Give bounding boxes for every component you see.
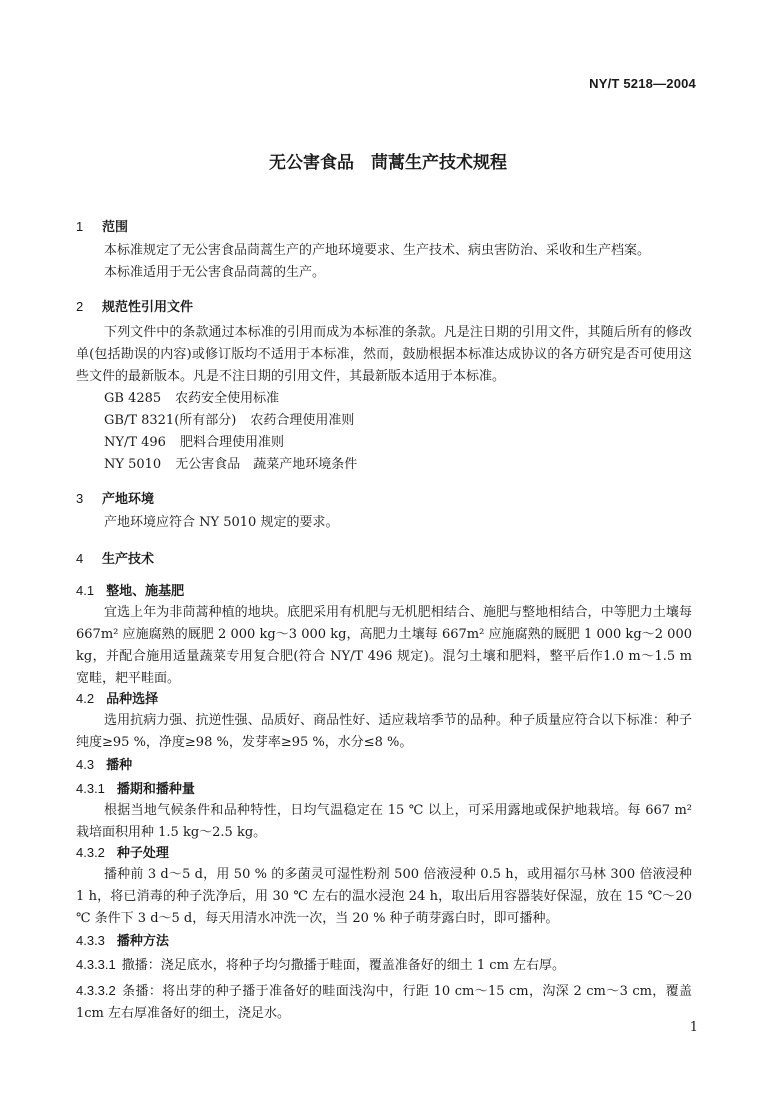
section-number: 4.2 bbox=[76, 691, 95, 706]
section-title: 播期和播种量 bbox=[116, 782, 195, 797]
reference-code: GB/T 8321(所有部分) bbox=[104, 413, 237, 428]
section-4-heading bbox=[76, 548, 154, 567]
section-4-3-3-heading bbox=[76, 930, 169, 949]
section-4-2-para: 选用抗病力强、抗逆性强、品质好、商品性好、适应栽培季节的品种。种子质量应符合以下标准：种子纯度≥95 %，净度≥98 %，发芽率≥95 %，水分≤8 %。 bbox=[76, 713, 692, 750]
section-title: 播种 bbox=[106, 758, 133, 773]
section-4-3-3-1-item bbox=[76, 954, 692, 977]
section-4-1-para: 宜选上年为非茼蒿种植的地块。底肥采用有机肥与无机肥相结合、施肥与整地相结合，中等肥力土壤每667m² 应施腐熟的厩肥 2 000 kg～3 000 kg，高肥力土壤每 667m² 应施腐熟的厩肥 1 000 kg～2 000 kg，并配合施用适量蔬菜专用复合肥(符合 NY/T 496 规定)。混匀土壤和肥料，整平后作1.0 m～1.5 m 宽畦，耙平畦面。 bbox=[76, 605, 692, 686]
item-text: 条播：将出芽的种子播于准备好的畦面浅沟中，行距 10 cm～15 cm，沟深 2 cm～3 cm，覆盖1cm 左右厚准备好的细土，浇足水。 bbox=[76, 984, 692, 1021]
section-4-3-1-heading bbox=[76, 778, 195, 797]
section-number: 4.3 bbox=[76, 757, 95, 772]
reference-code: NY/T 496 bbox=[104, 435, 166, 450]
section-number: 4 bbox=[76, 551, 84, 566]
item-number: 4.3.3.2 bbox=[76, 983, 116, 998]
section-1-para-1: 本标准规定了无公害食品茼蒿生产的产地环境要求、生产技术、病虫害防治、采收和生产档案。 bbox=[104, 243, 651, 258]
section-2-heading bbox=[76, 296, 193, 315]
section-title: 品种选择 bbox=[106, 692, 159, 707]
reference-code: GB 4285 bbox=[104, 391, 162, 406]
reference-item bbox=[104, 432, 284, 454]
section-title: 生产技术 bbox=[102, 552, 155, 567]
section-title: 产地环境 bbox=[102, 492, 155, 507]
reference-name: 肥料合理使用准则 bbox=[179, 435, 284, 450]
reference-item bbox=[104, 454, 357, 476]
section-1-heading bbox=[76, 216, 128, 235]
reference-item bbox=[104, 388, 279, 410]
section-title: 范围 bbox=[102, 220, 129, 235]
reference-name: 农药合理使用准则 bbox=[250, 413, 355, 428]
section-4-3-2-heading bbox=[76, 842, 169, 861]
section-3-para: 产地环境应符合 NY 5010 规定的要求。 bbox=[104, 515, 339, 530]
document-title: 无公害食品 茼蒿生产技术规程 bbox=[269, 153, 507, 173]
section-number: 4.3.3 bbox=[76, 933, 105, 948]
section-number: 1 bbox=[76, 219, 84, 234]
section-4-3-2-para: 播种前 3 d～5 d，用 50 % 的多菌灵可湿性粉剂 500 倍液浸种 0.5 h，或用福尔马林 300 倍液浸种 1 h，将已消毒的种子洗净后，用 30 ℃ 左右的温水浸泡 24 h，取出后用容器装好保湿，放在 15 ℃～20 ℃ 条件下 3 d～5 d，每天用清水冲洗一次，当 20 % 种子萌芽露白时，即可播种。 bbox=[76, 867, 693, 926]
section-title: 播种方法 bbox=[116, 934, 169, 949]
reference-code: NY 5010 bbox=[104, 457, 162, 472]
section-2-para: 下列文件中的条款通过本标准的引用而成为本标准的条款。凡是注日期的引用文件，其随后所有的修改单(包括勘误的内容)或修订版均不适用于本标准，然而，鼓励根据本标准达成协议的各方研究是否可使用这些文件的最新版本。凡是不注日期的引用文件，其最新版本适用于本标准。 bbox=[76, 325, 692, 384]
section-number: 4.3.2 bbox=[76, 845, 105, 860]
section-title: 规范性引用文件 bbox=[102, 300, 194, 315]
section-number: 4.3.1 bbox=[76, 781, 105, 796]
section-4-3-heading bbox=[76, 754, 132, 773]
page-number: 1 bbox=[689, 1020, 698, 1035]
reference-item bbox=[104, 410, 354, 432]
section-title: 整地、施基肥 bbox=[106, 584, 185, 599]
section-3-heading bbox=[76, 488, 154, 507]
item-text: 撒播：浇足底水，将种子均匀撒播于畦面，覆盖准备好的细土 1 cm 左右厚。 bbox=[121, 958, 566, 973]
reference-name: 农药安全使用标准 bbox=[175, 391, 280, 406]
section-4-3-1-para: 根据当地气候条件和品种特性，日均气温稳定在 15 ℃ 以上，可采用露地或保护地栽培。每 667 m² 栽培面积用种 1.5 kg～2.5 kg。 bbox=[76, 803, 692, 840]
section-1-para-2: 本标准适用于无公害食品茼蒿的生产。 bbox=[104, 265, 326, 280]
section-title: 种子处理 bbox=[116, 846, 169, 861]
section-4-2-heading bbox=[76, 688, 158, 707]
section-number: 3 bbox=[76, 491, 84, 506]
section-number: 4.1 bbox=[76, 583, 95, 598]
reference-name: 无公害食品 蔬菜产地环境条件 bbox=[175, 457, 358, 472]
section-number: 2 bbox=[76, 299, 84, 314]
section-4-3-3-2-item bbox=[76, 980, 692, 1025]
section-4-1-heading bbox=[76, 580, 184, 599]
item-number: 4.3.3.1 bbox=[76, 957, 116, 972]
standard-number: NY/T 5218—2004 bbox=[589, 76, 696, 91]
